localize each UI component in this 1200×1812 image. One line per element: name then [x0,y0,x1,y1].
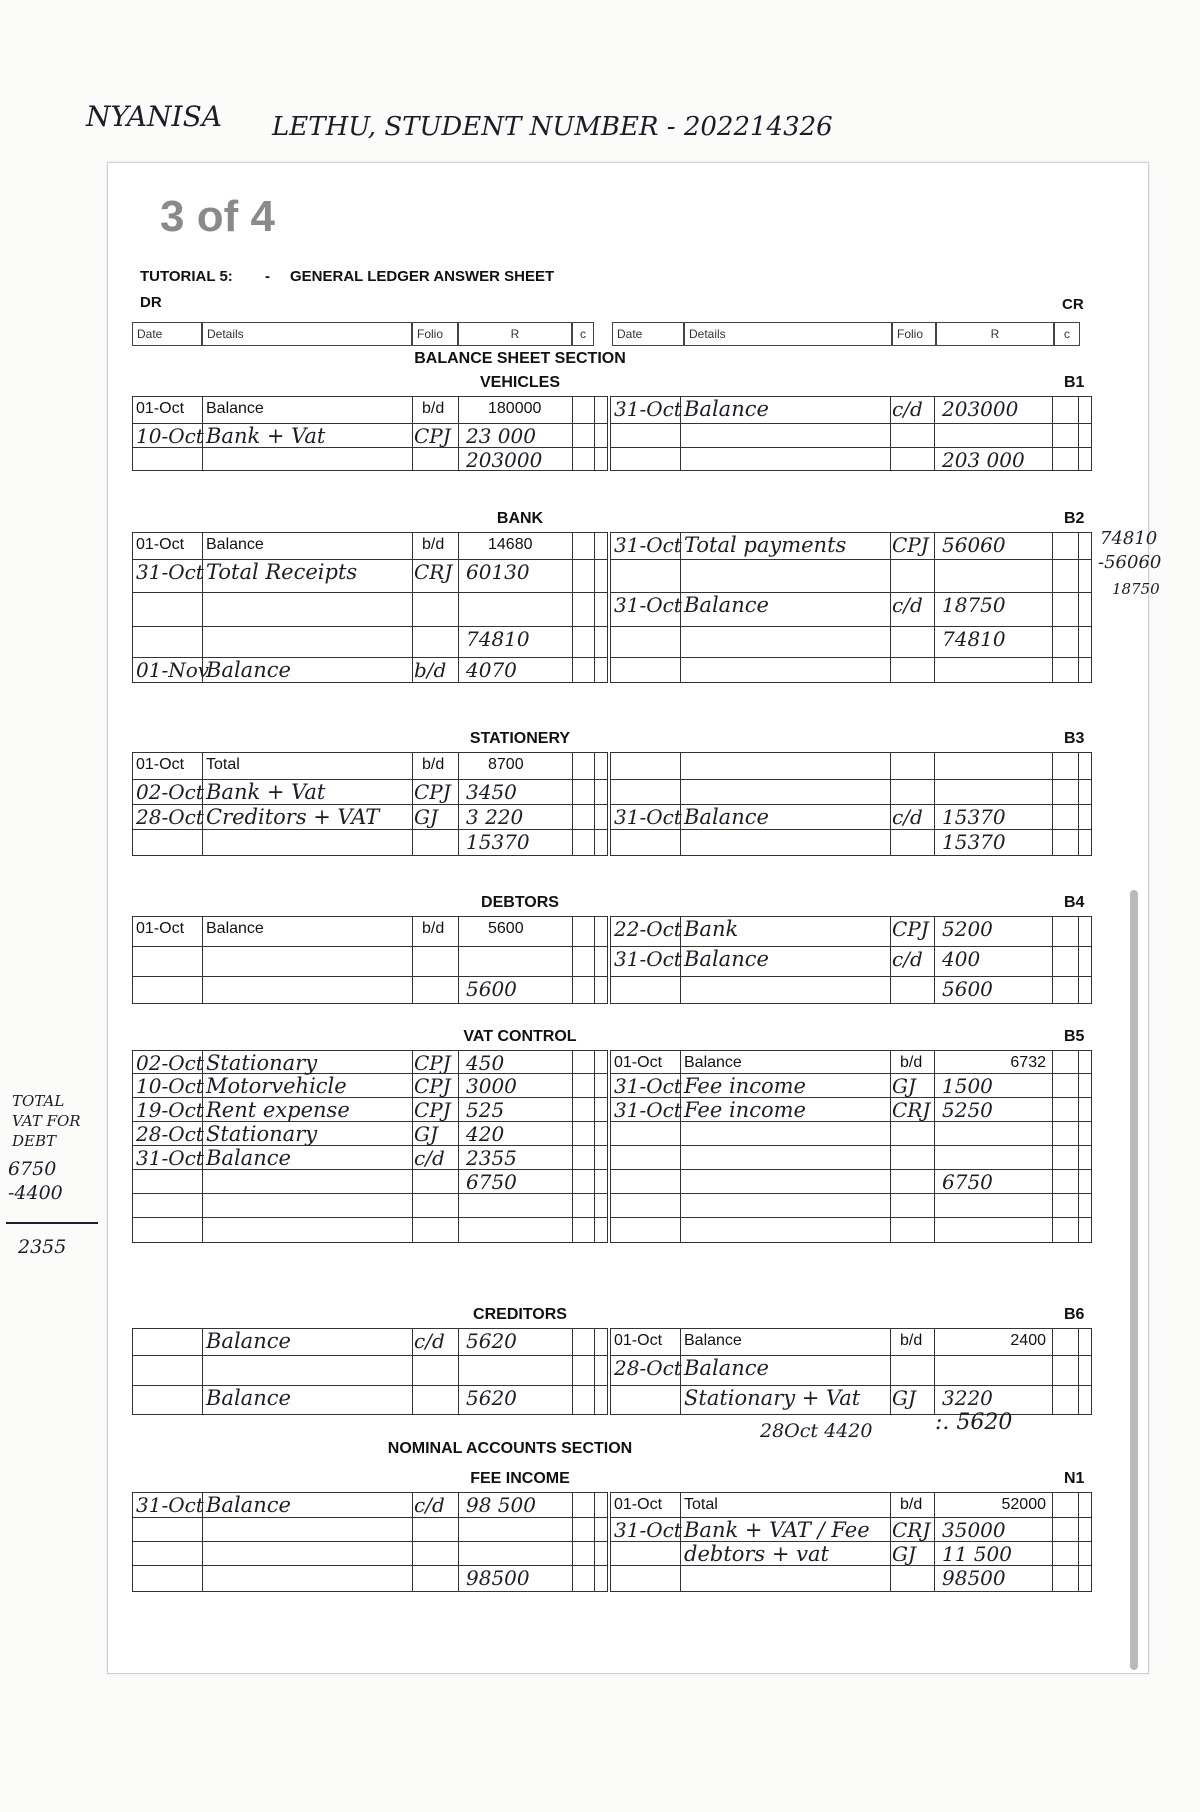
ledger-cr-folio: GJ [892,1386,916,1410]
column-divider [890,1492,891,1592]
row-divider [610,976,1092,977]
column-header-left-3: Folio [412,322,458,346]
ledger-dr-amount: 4070 [466,658,517,682]
column-divider [890,1050,891,1243]
column-divider [572,396,573,471]
ledger-cr-date: 31-Oct [614,1518,682,1542]
ledger-dr-folio: b/d [422,536,445,553]
ledger-cr-amount: 56060 [942,533,1006,557]
column-divider [1078,396,1079,471]
row-divider [610,1097,1092,1098]
ledger-dr-folio: c/d [414,1329,445,1353]
ledger-dr-folio: GJ [414,1122,438,1146]
column-divider [1052,532,1053,683]
ledger-dr-details: Total [206,756,240,773]
column-divider [412,1050,413,1243]
ledger-dr-amount: 180000 [488,400,542,417]
ledger-grid-cr [610,532,1092,683]
handwritten-student-info: LETHU, STUDENT NUMBER - 202214326 [272,112,833,142]
account-code: B5 [1064,1028,1085,1045]
ledger-dr-date: 02-Oct [136,1051,204,1075]
account-title: BANK [496,510,544,527]
ledger-cr-folio: GJ [892,1074,916,1098]
column-divider [458,532,459,683]
account-title: STATIONERY [469,730,571,747]
ledger-dr-date: 28-Oct [136,1122,204,1146]
ledger-cr-details: Bank [684,917,739,941]
row-divider [610,592,1092,593]
ledger-dr-amount: 3 220 [466,805,524,829]
account-title: VEHICLES [479,374,560,391]
row-divider [610,804,1092,805]
ledger-cr-date: 31-Oct [614,947,682,971]
ledger-dr-details: Stationary [206,1122,318,1146]
ledger-dr-folio: c/d [414,1493,445,1517]
ledger-dr-details: Balance [206,1493,291,1517]
ledger-dr-folio: b/d [422,400,445,417]
row-divider [610,1355,1092,1356]
column-divider [1052,396,1053,471]
ledger-cr-amount: 5600 [942,977,993,1001]
column-header-right-3: Folio [892,322,936,346]
column-header-right-5: c [1054,322,1080,346]
column-divider [1052,1328,1053,1415]
account-code: B2 [1064,510,1085,527]
ledger-cr-amount: 400 [942,947,981,971]
ledger-dr-date: 01-Oct [136,756,185,773]
ledger-dr-details: Balance [206,1146,291,1170]
account-code: N1 [1064,1470,1085,1487]
ledger-dr-folio: CRJ [414,560,453,584]
ledger-cr-date: 01-Oct [614,1332,663,1349]
column-divider [458,1492,459,1592]
column-divider [1078,1050,1079,1243]
ledger-dr-details: Balance [206,658,291,682]
ledger-cr-amount: 6732 [1010,1054,1046,1071]
ledger-dr-details: Rent expense [206,1098,350,1122]
ledger-cr-amount: 52000 [1001,1496,1046,1513]
cr-label: CR [1062,296,1084,313]
ledger-cr-amount: 5200 [942,917,993,941]
row-divider [610,559,1092,560]
ledger-dr-date: 31-Oct [136,1146,204,1170]
row-divider [132,1217,608,1218]
row-divider [610,946,1092,947]
ledger-dr-date: 31-Oct [136,1493,204,1517]
ledger-cr-details: Total [684,1496,718,1513]
column-divider [572,1328,573,1415]
ledger-cr-date: 22-Oct [614,917,682,941]
ledger-dr-date: 01-Nov [136,658,210,682]
account-title: DEBTORS [481,894,559,911]
ledger-cr-amount: 1500 [942,1074,993,1098]
ledger-cr-date: 31-Oct [614,593,682,617]
ledger-cr-details: debtors + vat [684,1542,829,1566]
ledger-cr-folio: c/d [892,397,923,421]
ledger-dr-details: Balance [206,920,264,937]
column-divider [1052,1050,1053,1243]
section-balance-sheet: BALANCE SHEET SECTION [414,350,626,367]
ledger-dr-amount: 5600 [466,977,517,1001]
ledger-dr-folio: CPJ [414,780,451,804]
ledger-cr-date: 31-Oct [614,397,682,421]
ledger-cr-amount: 15370 [942,830,1006,854]
column-header-left-5: c [572,322,594,346]
ledger-dr-details: Balance [206,400,264,417]
ledger-dr-amount: 420 [466,1122,505,1146]
ledger-dr-date: 02-Oct [136,780,204,804]
ledger-grid-cr [610,1050,1092,1243]
column-divider [572,916,573,1004]
ledger-dr-amount: 15370 [466,830,530,854]
ledger-dr-details: Balance [206,1386,291,1410]
ledger-dr-folio: b/d [414,658,447,682]
ledger-cr-amount: 18750 [942,593,1006,617]
row-divider [610,829,1092,830]
column-divider [572,532,573,683]
column-divider [572,1492,573,1592]
bank-margin-note: 74810 [1100,528,1158,549]
account-code: B6 [1064,1306,1085,1323]
column-divider [202,916,203,1004]
column-divider [594,1050,595,1243]
ledger-dr-amount: 2355 [466,1146,517,1170]
row-divider [132,1541,608,1542]
section-nominal: NOMINAL ACCOUNTS SECTION [387,1440,633,1457]
ledger-dr-amount: 203000 [466,448,543,472]
ledger-grid-dr [132,916,608,1004]
ledger-cr-amount: 74810 [942,627,1006,651]
ledger-cr-amount: 3220 [942,1386,993,1410]
column-divider [890,396,891,471]
page-indicator: 3 of 4 [160,192,275,241]
column-divider [680,1492,681,1592]
ledger-cr-details: Balance [684,947,769,971]
ledger-dr-amount: 60130 [466,560,530,584]
ledger-cr-details: Balance [684,397,769,421]
ledger-dr-details: Bank + Vat [206,424,326,448]
ledger-cr-details: Fee income [684,1074,806,1098]
ledger-dr-folio: c/d [414,1146,445,1170]
ledger-cr-amount: 35000 [942,1518,1006,1542]
row-divider [610,626,1092,627]
ledger-cr-details: Bank + VAT / Fee [684,1518,870,1542]
ledger-dr-amount: 3450 [466,780,517,804]
ledger-dr-amount: 525 [466,1098,505,1122]
ledger-cr-amount: 2400 [1010,1332,1046,1349]
column-divider [202,1328,203,1415]
column-divider [594,532,595,683]
ledger-grid-dr [132,1328,608,1415]
vat-margin-note: DEBT [12,1132,57,1150]
bank-margin-note: -56060 [1098,552,1162,573]
column-divider [1052,916,1053,1004]
column-divider [890,532,891,683]
ledger-dr-date: 19-Oct [136,1098,204,1122]
ledger-dr-details: Total Receipts [206,560,358,584]
ledger-dr-date: 01-Oct [136,920,185,937]
row-divider [132,1517,608,1518]
ledger-grid-cr [610,916,1092,1004]
row-divider [132,946,608,947]
column-divider [934,532,935,683]
ledger-dr-folio: CPJ [414,1098,451,1122]
column-header-right-4: R [936,322,1054,346]
ledger-cr-amount: 98500 [942,1566,1006,1590]
vat-margin-note: 6750 [8,1158,57,1180]
dr-label: DR [140,294,162,311]
ledger-dr-folio: GJ [414,805,438,829]
column-header-left-4: R [458,322,572,346]
ledger-cr-amount: 203000 [942,397,1019,421]
column-divider [458,916,459,1004]
ledger-dr-details: Motorvehicle [206,1074,347,1098]
row-divider [610,1217,1092,1218]
column-divider [572,1050,573,1243]
ledger-dr-amount: 98500 [466,1566,530,1590]
column-divider [1078,1492,1079,1592]
ledger-cr-details: Balance [684,805,769,829]
ledger-cr-details: Fee income [684,1098,806,1122]
vat-margin-note: TOTAL [12,1092,65,1110]
ledger-cr-folio: c/d [892,593,923,617]
ledger-dr-folio: b/d [422,920,445,937]
tutorial-label: TUTORIAL 5: [140,268,233,285]
column-divider [934,396,935,471]
ledger-dr-amount: 8700 [488,756,524,773]
column-divider [458,396,459,471]
ledger-dr-folio: CPJ [414,424,451,448]
column-divider [890,916,891,1004]
row-divider [610,1145,1092,1146]
ledger-cr-folio: CPJ [892,533,929,557]
account-title: CREDITORS [473,1306,567,1323]
account-code: B1 [1064,374,1085,391]
column-header-right-1: Date [612,322,684,346]
row-divider [610,1193,1092,1194]
column-divider [1052,1492,1053,1592]
column-divider [890,1328,891,1415]
column-divider [934,916,935,1004]
ledger-dr-details: Creditors + VAT [206,805,380,829]
account-title: VAT CONTROL [463,1028,577,1045]
row-divider [132,592,608,593]
ledger-dr-folio: CPJ [414,1051,451,1075]
row-divider [132,1565,608,1566]
ledger-cr-folio: GJ [892,1542,916,1566]
ledger-cr-amount: 11 500 [942,1542,1012,1566]
column-divider [934,1050,935,1243]
ledger-dr-date: 10-Oct [136,424,204,448]
ledger-dr-amount: 450 [466,1051,505,1075]
scrollbar[interactable] [1130,890,1138,1670]
column-divider [412,1328,413,1415]
bank-margin-note: 18750 [1112,580,1160,598]
ledger-cr-details: Total payments [684,533,847,557]
column-divider [458,1050,459,1243]
ledger-dr-details: Balance [206,1329,291,1353]
handwritten-name: NYANISA [86,100,222,133]
account-code: B4 [1064,894,1085,911]
vat-margin-note: -4400 [8,1182,63,1204]
row-divider [610,657,1092,658]
ledger-cr-details: Balance [684,1054,742,1071]
ledger-dr-amount: 98 500 [466,1493,536,1517]
ledger-cr-amount: 203 000 [942,448,1025,472]
column-divider [458,1328,459,1415]
ledger-dr-details: Balance [206,536,264,553]
ledger-cr-folio: b/d [900,1496,923,1513]
ledger-dr-date: 01-Oct [136,400,185,417]
ledger-cr-date: 28-Oct [614,1356,682,1380]
ledger-cr-date: 01-Oct [614,1496,663,1513]
tutorial-title: GENERAL LEDGER ANSWER SHEET [290,268,555,285]
row-divider [610,423,1092,424]
ledger-cr-folio: b/d [900,1054,923,1071]
ledger-cr-folio: CRJ [892,1098,931,1122]
column-header-right-2: Details [684,322,892,346]
row-divider [132,626,608,627]
row-divider [610,1169,1092,1170]
row-divider [610,779,1092,780]
ledger-dr-amount: 5620 [466,1329,517,1353]
ledger-cr-date: 31-Oct [614,1098,682,1122]
column-divider [594,916,595,1004]
ledger-dr-amount: 5620 [466,1386,517,1410]
row-divider [132,1193,608,1194]
row-divider [610,1073,1092,1074]
ledger-dr-date: 10-Oct [136,1074,204,1098]
row-divider [610,1121,1092,1122]
ledger-dr-amount: 23 000 [466,424,536,448]
ledger-cr-folio: CRJ [892,1518,931,1542]
ledger-cr-folio: b/d [900,1332,923,1349]
column-divider [412,396,413,471]
ledger-dr-amount: 5600 [488,920,524,937]
column-divider [1078,532,1079,683]
column-divider [594,1328,595,1415]
ledger-cr-amount: 15370 [942,805,1006,829]
column-divider [594,396,595,471]
account-title: FEE INCOME [470,1470,570,1487]
column-divider [412,532,413,683]
ledger-dr-details: Bank + Vat [206,780,326,804]
ledger-cr-details: Balance [684,593,769,617]
column-divider [1078,1328,1079,1415]
ledger-dr-details: Stationary [206,1051,318,1075]
ledger-dr-amount: 74810 [466,627,530,651]
column-divider [1078,916,1079,1004]
ledger-dr-date: 31-Oct [136,560,204,584]
ledger-cr-folio: c/d [892,947,923,971]
column-header-left-2: Details [202,322,412,346]
creditors-margin-note: :. 5620 [935,1410,1013,1435]
ledger-cr-amount: 5250 [942,1098,993,1122]
ledger-dr-amount: 6750 [466,1170,517,1194]
vat-margin-note: VAT FOR [12,1112,81,1130]
ledger-dr-folio: CPJ [414,1074,451,1098]
column-divider [412,1492,413,1592]
ledger-dr-amount: 14680 [488,536,533,553]
column-header-left-1: Date [132,322,202,346]
ledger-cr-folio: c/d [892,805,923,829]
creditors-margin-note: 28Oct 4420 [760,1420,873,1442]
ledger-cr-folio: CPJ [892,917,929,941]
ledger-dr-date: 01-Oct [136,536,185,553]
ledger-dr-folio: b/d [422,756,445,773]
row-divider [610,1565,1092,1566]
ledger-cr-details: Balance [684,1332,742,1349]
ledger-cr-date: 01-Oct [614,1054,663,1071]
vat-margin-note: 2355 [18,1236,67,1258]
column-divider [412,916,413,1004]
ledger-cr-details: Balance [684,1356,769,1380]
column-divider [594,1492,595,1592]
account-code: B3 [1064,730,1085,747]
vat-margin-underline [6,1222,98,1224]
tutorial-dash: - [265,268,270,285]
row-divider [132,976,608,977]
ledger-dr-date: 28-Oct [136,805,204,829]
ledger-dr-amount: 3000 [466,1074,517,1098]
ledger-cr-details: Stationary + Vat [684,1386,861,1410]
ledger-cr-date: 31-Oct [614,1074,682,1098]
ledger-cr-amount: 6750 [942,1170,993,1194]
ledger-cr-date: 31-Oct [614,805,682,829]
row-divider [132,1385,608,1386]
row-divider [132,829,608,830]
ledger-cr-date: 31-Oct [614,533,682,557]
row-divider [132,1355,608,1356]
